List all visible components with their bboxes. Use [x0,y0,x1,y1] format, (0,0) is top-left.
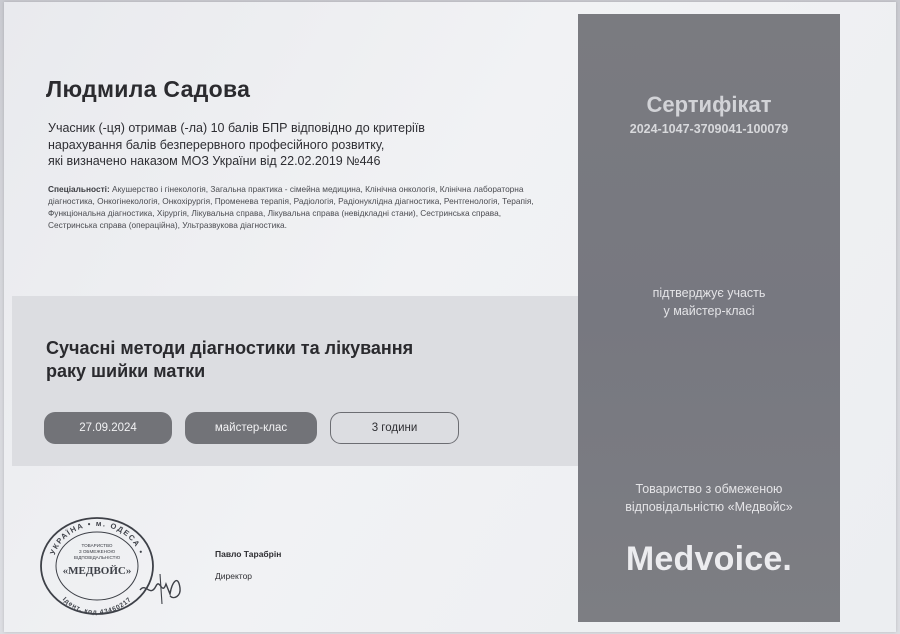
stamp-code-text: Ідент. код 43460217 [60,596,134,617]
stamp-inner-line: ВІДПОВІДАЛЬНІСТЮ [73,555,121,560]
specialties [48,183,548,231]
date-badge: 27.09.2024 [44,412,172,444]
organization-line: відповідальністю «Медвойс» [625,500,793,514]
stamp-ring-text: УКРАЇНА • м. ОДЕСА • [47,518,147,556]
stamp-inner-line: З ОБМЕЖЕНОЮ [78,549,116,554]
organization-name [578,480,840,516]
svg-text:Ідент. код 43460217 [61,596,133,616]
director-signature [136,560,186,610]
signatory-name: Павло Тарабрін [215,549,282,559]
course-title-line: раку шийки матки [46,361,206,381]
statement-line: які визначено наказом МОЗ України від 22.02.2019 №446 [48,154,381,168]
participation-confirmation [578,284,840,320]
certificate-title: Сертифікат [646,92,772,117]
statement-line: нарахування балів безперервного професійного розвитку, [48,137,385,152]
confirmation-line: підтверджує участь [652,286,766,300]
course-title [46,337,506,383]
format-badge: майстер-клас [185,412,317,444]
bpr-statement [48,120,488,170]
duration-badge: 3 години [330,412,459,444]
course-title-line: Сучасні методи діагностики та лікування [46,338,414,358]
recipient-name: Людмила Садова [46,76,251,102]
specialties-list: Акушерство і гінекологія, Загальна практика - сімейна медицина, Клінічна онкологія, Клінічна лабораторна діагностика, Онкогінекологія, Онкохірургія, Променева терапія, Радіологія, Радіонуклідна діагностика, Рентгенологія, Терапія, Функціональна діагностика, Хірургія, Лікувальна справа, Лікувальна справа (невідкладні стани), Сестринська справа, Сестринська справа (операційна), Ультразвукова діагностика. [48,184,534,230]
medvoice-logo: Medvoice. [625,540,793,578]
confirmation-line: у майстер-класі [663,304,755,318]
certificate-number: 2024-1047-3709041-100079 [629,122,789,136]
signatory-position: Директор [215,571,253,581]
organization-line: Товариство з обмеженою [635,482,783,496]
stamp-inner-line: ТОВАРИСТВО [81,543,113,548]
specialties-label: Спеціальності: [48,184,110,194]
statement-line: Учасник (-ця) отримав (-ла) 10 балів БПР відповідно до критеріїв [48,121,425,135]
stamp-main-text: «МЕДВОЙС» [62,565,132,577]
certificate-panel [578,14,840,622]
